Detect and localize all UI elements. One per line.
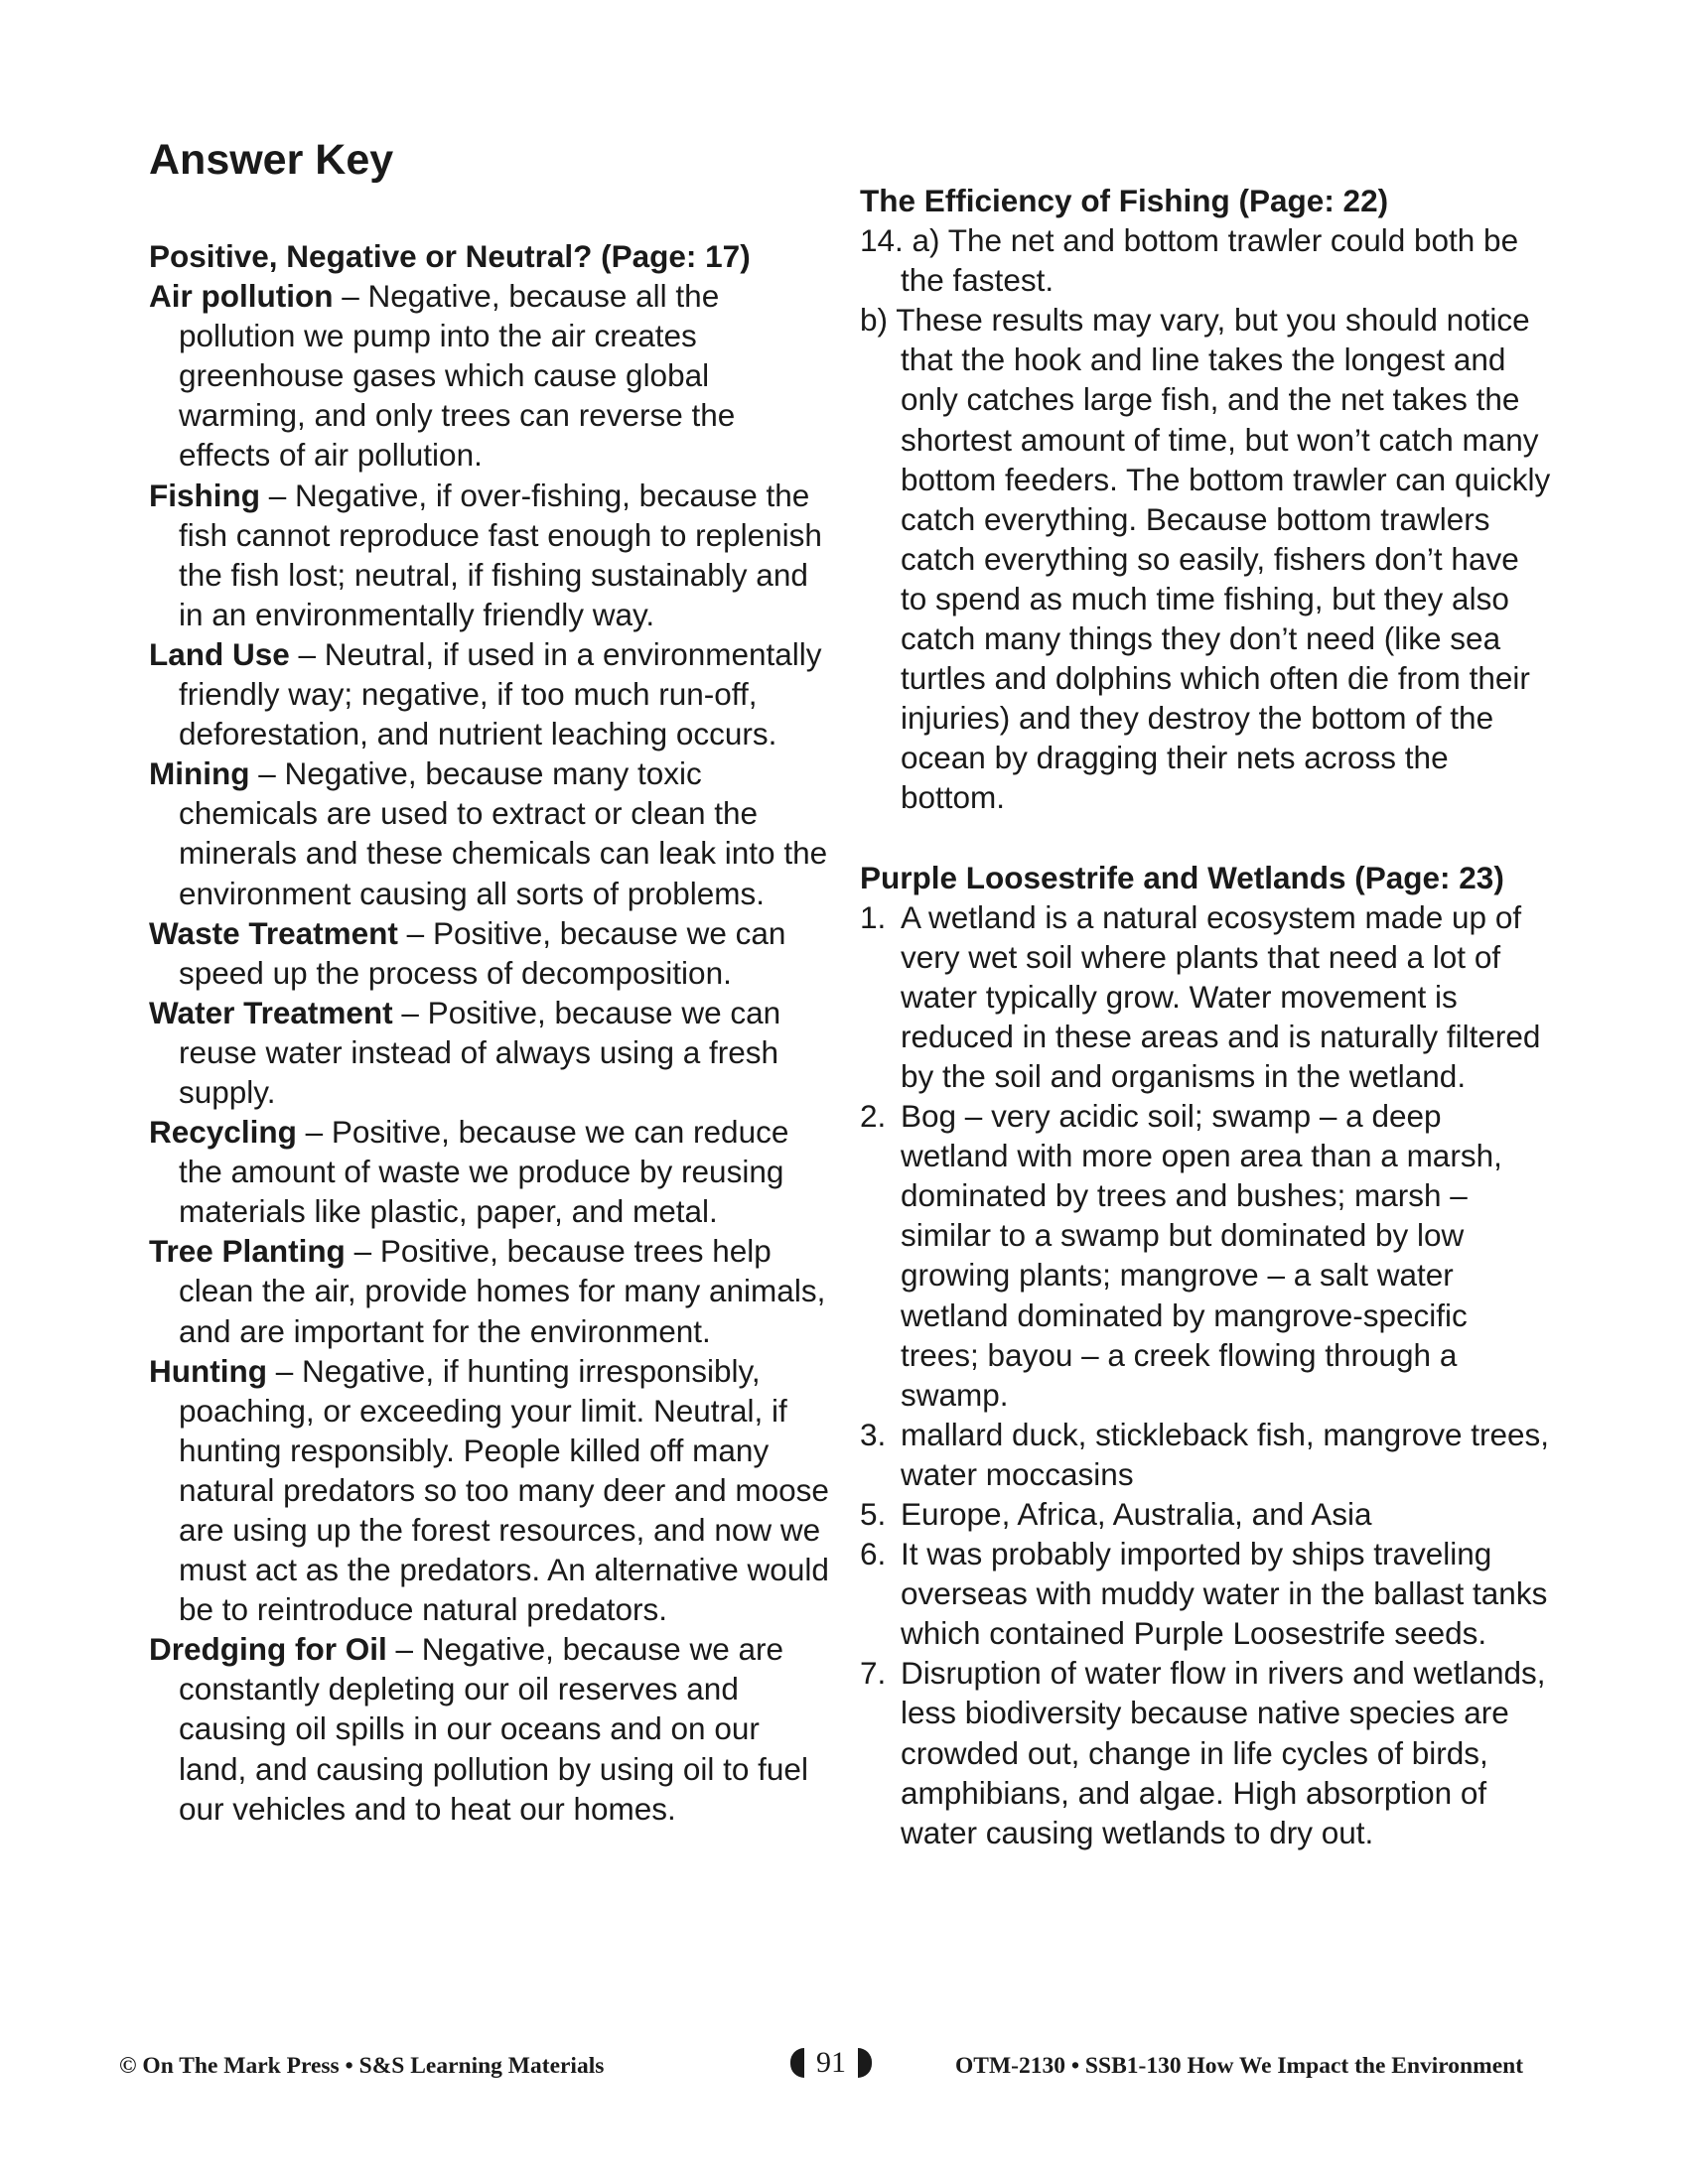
answer-entry	[149, 276, 834, 475]
answer-entry	[149, 993, 834, 1112]
entry-term: Air pollution	[149, 278, 334, 315]
answer-entry	[149, 476, 834, 634]
answer-item	[860, 1415, 1551, 1494]
entry-text: – Neutral, if used in a environmentally friendly way; negative, if too much run-off, deforestation, and nutrient leaching occurs.	[179, 635, 822, 752]
answer-item	[860, 1096, 1551, 1415]
answer-entry	[149, 634, 834, 753]
footer-product-code: OTM-2130 • SSB1-130 How We Impact the Environment	[955, 2053, 1524, 2079]
answer-item	[860, 1534, 1551, 1653]
footer-publisher: © On The Mark Press • S&S Learning Materials	[119, 2053, 605, 2079]
entry-term: Tree Planting	[149, 1233, 346, 1270]
item-text: It was probably imported by ships traveling overseas with muddy water in the ballast tanks which contained Purple Loosestrife seeds.	[901, 1536, 1548, 1652]
item-number: 1.	[860, 898, 887, 935]
page-number-badge	[790, 2045, 872, 2081]
page-title: Answer Key	[149, 136, 394, 184]
item-number: 6.	[860, 1536, 887, 1572]
entry-term: Waste Treatment	[149, 914, 398, 951]
section-heading-positive-negative-neutral: Positive, Negative or Neutral? (Page: 17)	[149, 238, 751, 274]
item-text: Bog – very acidic soil; swamp – a deep wetland with more open area than a marsh, dominated by trees and bushes; marsh – similar to a swamp but dominated by low growing plants; mangrove – a salt water wetland dominated by mangrove-specific trees; bayou – a creek flowing through a swamp.	[901, 1098, 1502, 1413]
section-heading-efficiency-of-fishing: The Efficiency of Fishing (Page: 22)	[860, 183, 1389, 218]
entry-text: – Positive, because we can reuse water instead of always using a fresh supply.	[179, 994, 781, 1110]
right-column	[860, 181, 1551, 1852]
entry-term: Recycling	[149, 1114, 297, 1151]
item-text: mallard duck, stickleback fish, mangrove trees, water moccasins	[901, 1416, 1550, 1492]
answer-entry	[149, 913, 834, 993]
entry-term: Mining	[149, 755, 250, 792]
entry-text: – Positive, because trees help clean the air, provide homes for many animals, and are important for the environment.	[179, 1233, 826, 1349]
right-half-circle-icon	[858, 2048, 872, 2078]
section-spacer	[860, 818, 1551, 858]
entry-term: Fishing	[149, 477, 260, 513]
entry-term: Water Treatment	[149, 994, 393, 1030]
entry-term: Land Use	[149, 635, 290, 672]
page-number: 91	[816, 2046, 846, 2079]
answer-item	[860, 1653, 1551, 1851]
answer-item	[860, 1494, 1551, 1534]
item-number: 7.	[860, 1655, 887, 1692]
item-number: 3.	[860, 1416, 887, 1452]
entry-term: Hunting	[149, 1352, 267, 1389]
left-column	[149, 236, 834, 1829]
left-half-circle-icon	[790, 2048, 804, 2078]
answer-item	[860, 897, 1551, 1096]
entry-text: – Positive, because we can speed up the process of decomposition.	[179, 914, 786, 991]
answer-entry	[149, 1231, 834, 1350]
answer-entry	[149, 1351, 834, 1630]
item-text: Europe, Africa, Australia, and Asia	[901, 1496, 1372, 1532]
entry-text: – Negative, because we are constantly depleting our oil reserves and causing oil spills in our oceans and on our land, and causing pollution by using oil to fuel our vehicles and to heat our homes.	[179, 1631, 808, 1827]
answer-entry	[149, 1112, 834, 1231]
entry-text: – Negative, because all the pollution we pump into the air creates greenhouse gases which cause global warming, and only trees can reverse the effects of air pollution.	[179, 278, 736, 474]
entry-text: – Positive, because we can reduce the amount of waste we produce by reusing materials like plastic, paper, and metal.	[179, 1114, 789, 1230]
answer-item: 14. a) The net and bottom trawler could both be the fastest.	[860, 222, 1519, 299]
entry-text: – Negative, if hunting irresponsibly, poaching, or exceeding your limit. Neutral, if hunting responsibly. People killed off many natural predators so too many deer and moose are using up the forest resources, and now we must act as the predators. An alternative would be to reintroduce natural predators.	[179, 1352, 829, 1628]
entry-term: Dredging for Oil	[149, 1631, 387, 1668]
answer-entry	[149, 1629, 834, 1828]
answer-item: b) These results may vary, but you should notice that the hook and line takes the longest and only catches large fish, and the net takes the shortest amount of time, but won’t catch many bottom feeders. The bottom trawler can quickly catch everything. Because bottom trawlers catch everything so easily, fishers don’t have to spend as much time fishing, but they also catch many things they don’t need (like sea turtles and dolphins which often die from their injuries) and they destroy the bottom of the ocean by dragging their nets across the bottom.	[860, 302, 1551, 816]
answer-entry	[149, 753, 834, 912]
item-text: A wetland is a natural ecosystem made up of very wet soil where plants that need a lot of water typically grow. Water movement is reduced in these areas and is naturally filtered by the soil and organisms in the wetland.	[901, 898, 1541, 1094]
item-text: Disruption of water flow in rivers and wetlands, less biodiversity because native species are crowded out, change in life cycles of birds, amphibians, and algae. High absorption of water causing wetlands to dry out.	[901, 1655, 1546, 1850]
item-number: 2.	[860, 1098, 887, 1135]
item-number: 5.	[860, 1496, 887, 1532]
section-heading-purple-loosestrife: Purple Loosestrife and Wetlands (Page: 23)	[860, 859, 1504, 895]
entry-text: – Negative, because many toxic chemicals are used to extract or clean the minerals and these chemicals can leak into the environment causing all sorts of problems.	[179, 755, 828, 911]
entry-text: – Negative, if over-fishing, because the fish cannot reproduce fast enough to replenish the fish lost; neutral, if fishing sustainably and in an environmentally friendly way.	[179, 477, 822, 632]
